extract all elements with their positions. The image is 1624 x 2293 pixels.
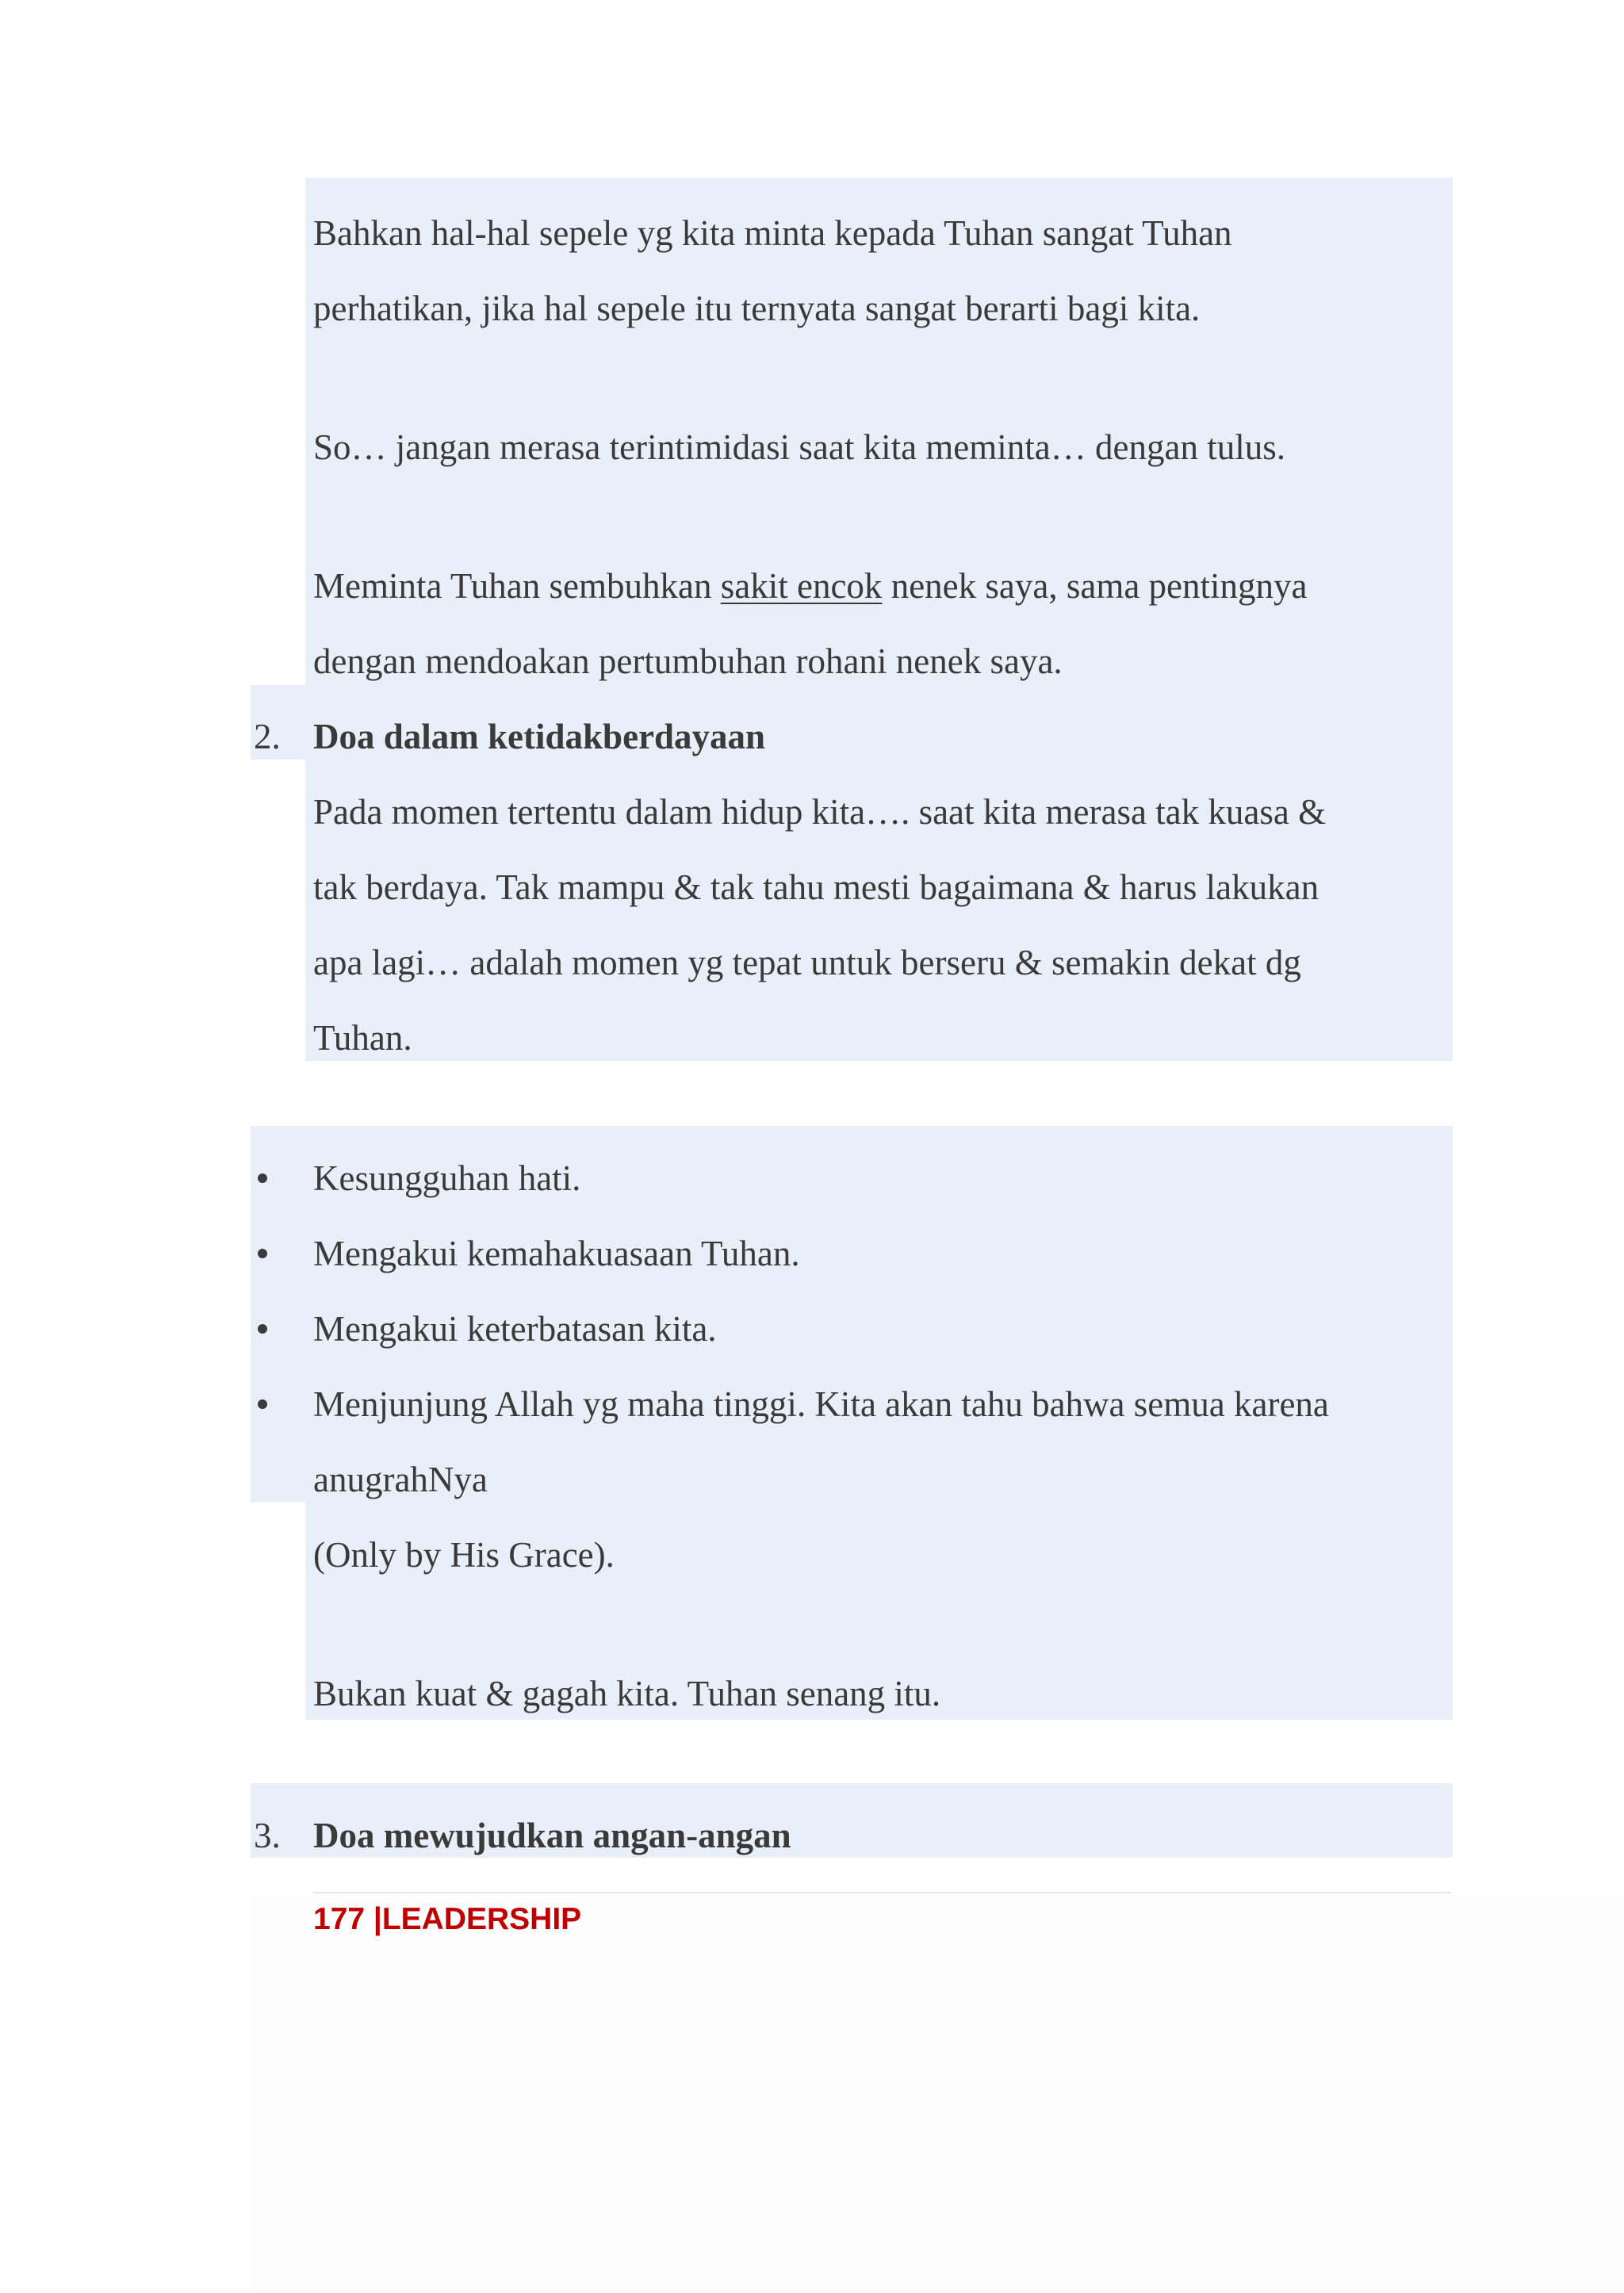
bullet-item-2: Mengakui kemahakuasaan Tuhan.	[313, 1234, 800, 1273]
bullet-item-4: Menjunjung Allah yg maha tinggi. Kita akan tahu bahwa semua karena	[313, 1384, 1329, 1424]
footer-divider	[313, 1892, 1451, 1893]
paragraph-3-line-2: dengan mendoakan pertumbuhan rohani nenek saya.	[313, 641, 1063, 681]
underlined-phrase: sakit encok	[720, 566, 883, 606]
paragraph-2: So… jangan merasa terintimidasi saat kita meminta… dengan tulus.	[313, 427, 1285, 467]
page-number: 177	[313, 1902, 366, 1936]
closing-line: Bukan kuat & gagah kita. Tuhan senang itu.	[313, 1674, 941, 1713]
bullet-icon	[258, 1399, 267, 1409]
section-3-heading-text: Doa mewujudkan angan-angan	[313, 1816, 791, 1855]
grace-line: (Only by His Grace).	[313, 1535, 615, 1575]
bullet-item-4-continuation: anugrahNya	[313, 1460, 488, 1499]
bullet-icon	[258, 1324, 267, 1334]
section-3-number: 3.	[254, 1816, 281, 1855]
page-footer	[313, 1900, 581, 1939]
section-2-body-line-4: Tuhan.	[313, 1018, 412, 1058]
section-2-number: 2.	[254, 717, 281, 756]
paragraph-3-line-1	[313, 564, 1308, 608]
bullet-icon	[258, 1173, 267, 1183]
footer-title: LEADERSHIP	[381, 1902, 582, 1936]
bullet-item-3: Mengakui keterbatasan kita.	[313, 1309, 717, 1349]
paragraph-3-text-after: nenek saya, sama pentingnya	[882, 566, 1308, 606]
section-2-body-line-3: apa lagi… adalah momen yg tepat untuk berseru & semakin dekat dg	[313, 943, 1301, 982]
footer-separator: |	[365, 1902, 382, 1936]
paragraph-1-line-1: Bahkan hal-hal sepele yg kita minta kepada Tuhan sangat Tuhan	[313, 213, 1232, 253]
section-2-body-line-2: tak berdaya. Tak mampu & tak tahu mesti bagaimana & harus lakukan	[313, 867, 1320, 907]
faint-margin-area	[251, 1895, 1624, 2293]
section-2-heading-text: Doa dalam ketidakberdayaan	[313, 717, 766, 756]
section-2-body-line-1: Pada momen tertentu dalam hidup kita…. saat kita merasa tak kuasa &	[313, 792, 1327, 832]
paragraph-1-line-2: perhatikan, jika hal sepele itu ternyata sangat berarti bagi kita.	[313, 289, 1201, 328]
section-3-heading	[313, 1813, 791, 1858]
bullet-item-1: Kesungguhan hati.	[313, 1158, 581, 1198]
section-2-heading	[313, 714, 765, 759]
paragraph-3-text-before: Meminta Tuhan sembuhkan	[313, 566, 721, 606]
bullet-icon	[258, 1249, 267, 1258]
